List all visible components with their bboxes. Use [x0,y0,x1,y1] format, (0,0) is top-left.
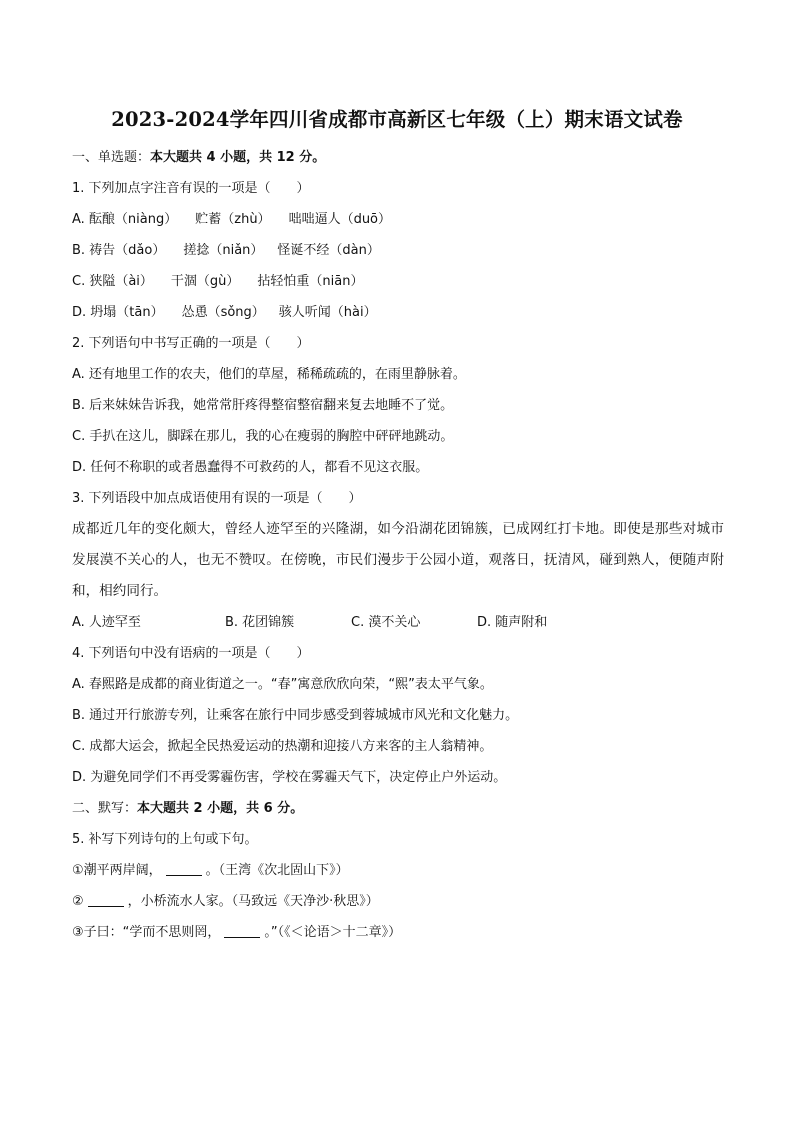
q5-line-2: ② ，小桥流水人家。（马致远《天净沙·秋思》） [72,894,379,909]
q3-options [72,607,724,638]
q3-option-a: A. 人迹罕至 [72,615,141,630]
fill-blank-2[interactable] [88,892,124,907]
q2-option-d: D. 任何不称职的或者愚蠢得不可救药的人，都看不见这衣服。 [72,460,429,475]
exam-content [72,142,724,948]
q3-stem: 3. 下列语段中加点成语使用有误的一项是（ ） [72,491,362,506]
fill-blank-3[interactable] [224,923,260,938]
section-1-heading [72,142,724,173]
exam-title: 2023-2024学年四川省成都市高新区七年级（上）期末语文试卷 [111,108,683,131]
q2-option-b: B. 后来妹妹告诉我，她常常肝疼得整宿整宿翻来复去地睡不了觉。 [72,398,454,413]
q4-option-d: D. 为避免同学们不再受雾霾伤害，学校在雾霾天气下，决定停止户外运动。 [72,770,507,785]
q4-option-a: A. 春熙路是成都的商业街道之一。“春”寓意欣欣向荣，“熙”表太平气象。 [72,677,493,692]
q1-option-c: C. 狭隘（ài） 干涸（gù） 拈轻怕重（niān） [72,274,364,289]
q4-stem: 4. 下列语句中没有语病的一项是（ ） [72,646,310,661]
section-2-info: 本大题共 2 小题，共 6 分。 [137,801,304,816]
section-2-prefix: 二、默写： [72,801,138,816]
q5-stem: 5. 补写下列诗句的上句或下句。 [72,832,258,847]
q5-line-3: ③子曰：“学而不思则罔， 。”（《＜论语＞十二章》） [72,925,402,940]
q4-option-b: B. 通过开行旅游专列，让乘客在旅行中同步感受到蓉城城市风光和文化魅力。 [72,708,519,723]
q4-option-c: C. 成都大运会，掀起全民热爱运动的热潮和迎接八方来客的主人翁精神。 [72,739,493,754]
q2-option-c: C. 手扒在这儿，脚踩在那儿，我的心在瘦弱的胸腔中砰砰地跳动。 [72,429,454,444]
section-1-info: 本大题共 4 小题，共 12 分。 [150,150,326,165]
fill-blank-1[interactable] [166,861,202,876]
q2-stem: 2. 下列语句中书写正确的一项是（ ） [72,336,310,351]
q2-option-a: A. 还有地里工作的农夫，他们的草屋，稀稀疏疏的，在雨里静脉着。 [72,367,466,382]
q1-option-b: B. 祷告（dǎo） 搓捻（niǎn） 怪诞不经（dàn） [72,243,380,258]
section-1-prefix: 一、单选题： [72,150,151,165]
q3-option-d: D. 随声附和 [477,615,548,630]
section-2-heading [72,793,724,824]
q3-option-b: B. 花团锦簇 [225,615,295,630]
q5-line-1: ①潮平两岸阔， 。（王湾《次北固山下》） [72,863,349,878]
q1-option-a: A. 酝酿（niàng） 贮蓄（zhù） 咄咄逼人（duō） [72,212,392,227]
q1-option-d: D. 坍塌（tān） 怂恿（sǒng） 骇人听闻（hài） [72,305,377,320]
q1-stem: 1. 下列加点字注音有误的一项是（ ） [72,181,310,196]
q3-option-c: C. 漠不关心 [351,615,421,630]
q3-passage: 成都近几年的变化颇大，曾经人迹罕至的兴隆湖，如今沿湖花团锦簇，已成网红打卡地。即使是那些对城市发展漠不关心的人，也无不赞叹。在傍晚，市民们漫步于公园小道，观落日，抚清风，碰到熟人，便随声附和，相约同行。 [72,521,724,599]
